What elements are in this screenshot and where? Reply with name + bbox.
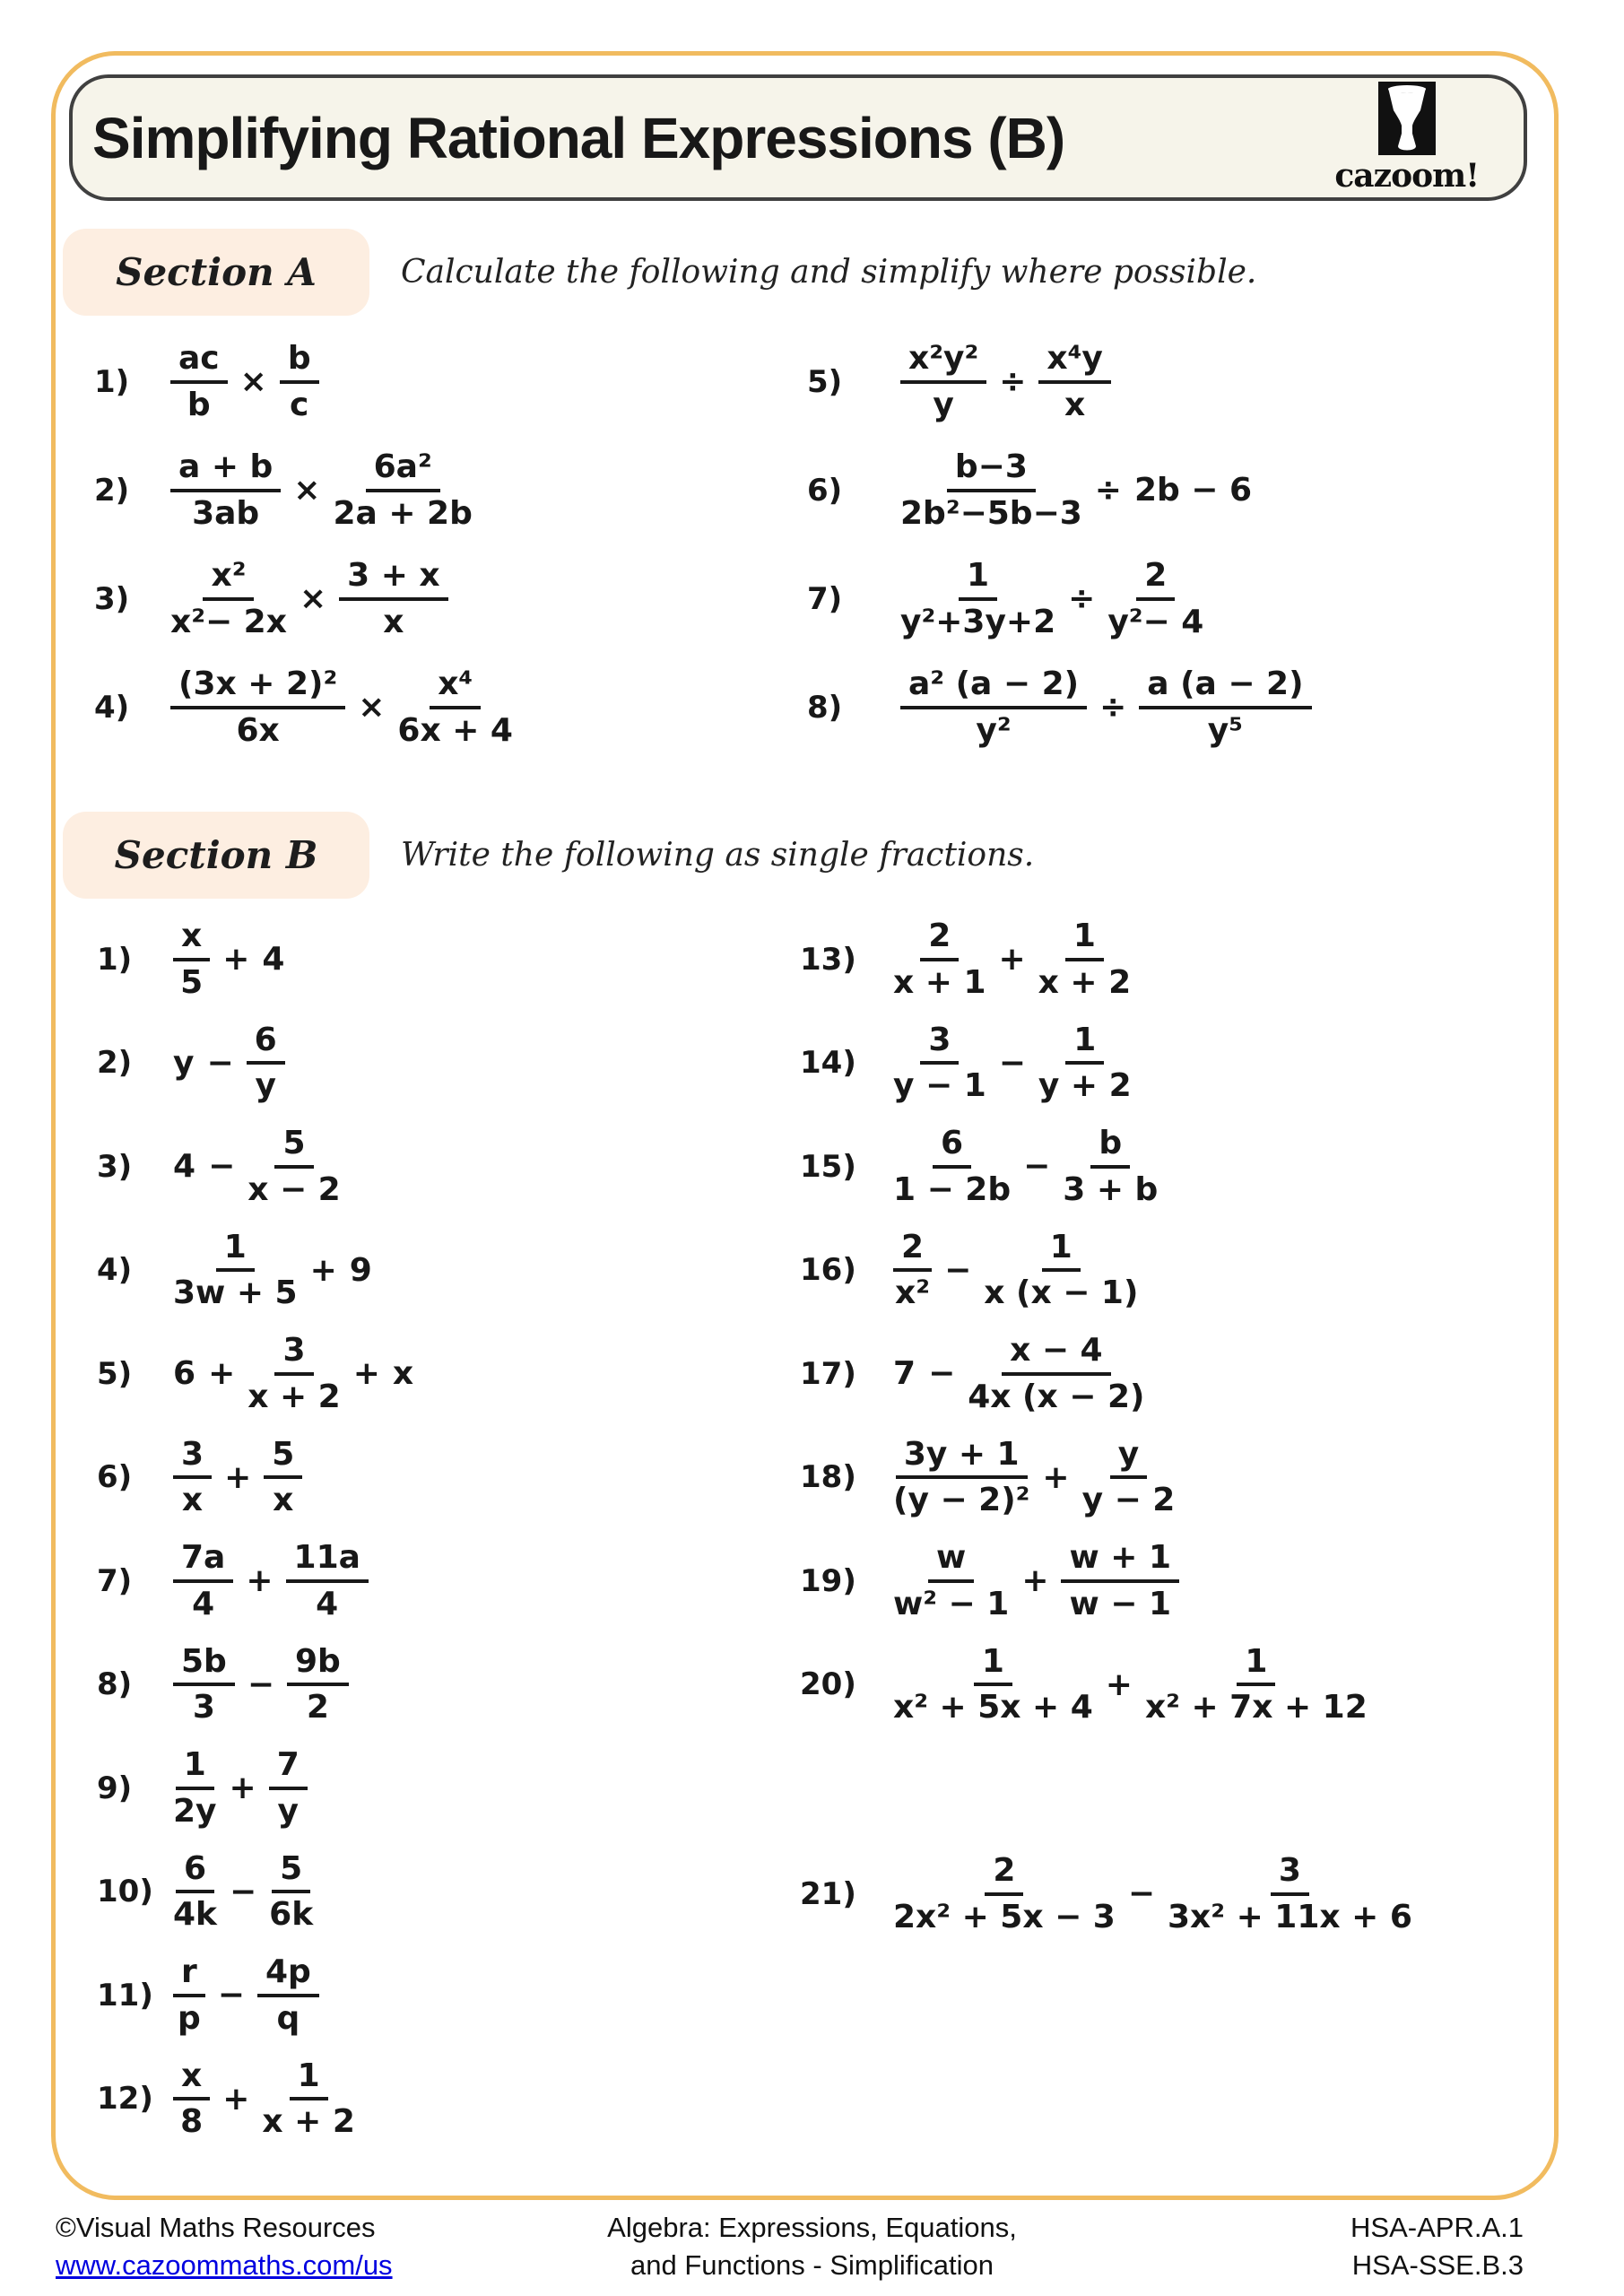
problem-number: 1) [94, 363, 130, 400]
math-expression [170, 448, 473, 532]
fraction [1038, 340, 1110, 423]
math-expression [900, 448, 1252, 532]
problem-row [97, 1633, 413, 1737]
denominator: x²− 2x [170, 603, 287, 640]
operator: ÷ [1099, 689, 1127, 726]
problem-number: 4) [94, 689, 130, 726]
section-a-instruction: Calculate the following and simplify where possible. [401, 254, 1257, 291]
operator: − [208, 1148, 236, 1186]
problem-row [800, 1219, 1412, 1323]
problem-row [97, 1944, 413, 2048]
fraction [1168, 1852, 1412, 1935]
operator: × [239, 363, 267, 400]
denominator: 5 [180, 963, 204, 1001]
denominator: 2 [306, 1689, 329, 1726]
fraction [173, 918, 210, 1001]
numerator: 1 [1237, 1643, 1275, 1686]
problem-row [97, 1322, 413, 1426]
numerator: 11a [286, 1539, 369, 1582]
denominator: y²− 4 [1107, 603, 1204, 640]
numerator: 2 [920, 918, 959, 961]
topic-line-2: and Functions - Simplification [630, 2249, 994, 2281]
denominator: q [276, 1999, 300, 2037]
denominator: x² [895, 1274, 931, 1312]
numerator: x − 4 [1002, 1332, 1111, 1375]
math-expression [173, 2057, 355, 2141]
problem-number: 4) [97, 1252, 133, 1289]
numerator: a + b [170, 448, 281, 491]
math-expression [173, 918, 284, 1001]
denominator: (y − 2)² [893, 1482, 1030, 1519]
numerator: 7a [173, 1539, 233, 1582]
problem-row [94, 653, 513, 761]
denominator: y [933, 386, 954, 423]
denominator: p [177, 1999, 201, 2037]
problem-number: 12) [97, 2081, 153, 2118]
denominator: x + 2 [248, 1378, 341, 1415]
numerator: 1 [176, 1746, 214, 1789]
term: 2b − 6 [1133, 472, 1253, 509]
problem-number: 2) [94, 472, 130, 509]
problem-number: 19) [800, 1562, 856, 1599]
denominator: 2a + 2b [333, 494, 473, 532]
denominator: 3w + 5 [173, 1274, 298, 1312]
problem-number: 3) [97, 1148, 133, 1185]
math-expression [173, 1022, 285, 1105]
math-expression [893, 918, 1131, 1001]
problem-row [97, 1219, 413, 1323]
problem-row [807, 544, 1312, 653]
fraction [900, 557, 1055, 640]
fraction [900, 340, 986, 423]
fraction [339, 557, 448, 640]
math-expression [900, 665, 1312, 749]
numerator: 6 [933, 1125, 971, 1168]
fraction [173, 1953, 205, 2037]
denominator: w² − 1 [893, 1585, 1010, 1622]
problem-row [97, 1115, 413, 1219]
term: 9 [349, 1251, 372, 1289]
problem-row [800, 1842, 1412, 1946]
fraction [1107, 557, 1203, 640]
numerator: (3x + 2)² [170, 665, 345, 709]
problem-row [800, 1012, 1412, 1116]
operator: + [309, 1251, 337, 1289]
numerator: x [173, 918, 210, 961]
numerator: 1 [1065, 918, 1104, 961]
math-expression [173, 1125, 341, 1208]
numerator: 4p [257, 1953, 319, 1996]
term: 6 [173, 1355, 196, 1393]
topic-line-1: Algebra: Expressions, Equations, [607, 2212, 1017, 2243]
numerator: 6a² [366, 448, 440, 491]
problem-row [807, 436, 1312, 544]
fraction [173, 1643, 235, 1726]
numerator: 1 [1042, 1229, 1081, 1272]
fraction [900, 448, 1082, 532]
fraction [968, 1332, 1144, 1415]
fraction [893, 1436, 1029, 1519]
numerator: 1 [974, 1643, 1012, 1686]
fraction [1139, 665, 1311, 749]
denominator: 4x (x − 2) [968, 1378, 1145, 1415]
problem-row [97, 1840, 413, 1944]
denominator: c [290, 386, 309, 423]
term: 4 [262, 941, 285, 978]
section-a-label: Section A [63, 229, 369, 316]
operator: + [1042, 1458, 1070, 1496]
math-expression [893, 1643, 1368, 1726]
fraction [893, 1125, 1011, 1208]
operator: − [998, 1044, 1026, 1082]
denominator: 3 [192, 1689, 215, 1726]
denominator: x (x − 1) [984, 1274, 1139, 1312]
fraction [1061, 1539, 1179, 1622]
fraction [1145, 1643, 1368, 1726]
numerator: w + 1 [1061, 1539, 1179, 1582]
standard-code-2: HSA-SSE.B.3 [1351, 2249, 1524, 2281]
problem-number: 2) [97, 1045, 133, 1082]
problem-row [97, 1529, 413, 1633]
numerator: 1 [216, 1229, 255, 1272]
denominator: y + 2 [1038, 1067, 1132, 1105]
fraction [984, 1229, 1138, 1312]
fraction [1038, 1022, 1132, 1105]
problem-number: 13) [800, 941, 856, 978]
denominator: y [255, 1067, 276, 1105]
denominator: 4k [173, 1896, 217, 1934]
problem-row [800, 1115, 1412, 1219]
fraction [1082, 1436, 1176, 1519]
fraction [893, 1229, 932, 1312]
fraction [269, 1746, 308, 1830]
problem-row [97, 1426, 413, 1530]
fraction [893, 1022, 986, 1105]
problem-number: 11) [97, 1977, 153, 2013]
denominator: b [187, 386, 211, 423]
fraction [286, 1539, 369, 1622]
problem-number: 17) [800, 1355, 856, 1392]
problem-number: 15) [800, 1148, 856, 1185]
fraction [173, 2057, 210, 2141]
title-bar [69, 74, 1527, 201]
denominator: y² [976, 711, 1012, 749]
math-expression [173, 1643, 349, 1726]
problem-number: 1) [97, 941, 133, 978]
fraction [287, 1643, 349, 1726]
denominator: 4 [192, 1585, 215, 1622]
denominator: x [181, 1482, 204, 1519]
page-title: Simplifying Rational Expressions (B) [92, 105, 1065, 170]
brand-name: cazoom! [1334, 156, 1479, 195]
denominator: 6k [269, 1896, 314, 1934]
math-expression [170, 340, 319, 423]
math-expression [173, 1332, 413, 1415]
denominator: x + 1 [893, 963, 986, 1001]
fraction [893, 1643, 1093, 1726]
denominator: y [277, 1792, 299, 1830]
fraction [397, 665, 513, 749]
denominator: 2y [173, 1792, 217, 1830]
problem-row [800, 1426, 1412, 1530]
math-expression [173, 1953, 319, 2037]
denominator: x [273, 1482, 294, 1519]
problem-number: 6) [807, 472, 843, 509]
numerator: 6 [176, 1850, 214, 1893]
problem-row [800, 908, 1412, 1012]
operator: + [222, 2080, 250, 2118]
operator: + [246, 1562, 274, 1600]
fraction [269, 1850, 313, 1934]
numerator: 7 [269, 1746, 308, 1789]
term: x [392, 1355, 414, 1393]
denominator: y − 2 [1081, 1482, 1176, 1519]
denominator: x − 2 [248, 1170, 341, 1208]
problem-number: 10) [97, 1874, 153, 1910]
cazoom-logo [1334, 82, 1479, 195]
numerator: 2 [893, 1229, 932, 1272]
term: 7 [893, 1355, 916, 1393]
denominator: y − 1 [893, 1067, 986, 1105]
section-b-left-column [97, 908, 413, 2151]
fraction [257, 1953, 319, 2037]
fraction [173, 1229, 298, 1312]
fraction [333, 448, 472, 532]
operator: ÷ [999, 363, 1027, 400]
problem-number: 18) [800, 1459, 856, 1496]
math-expression [173, 1436, 302, 1519]
fraction [173, 1850, 217, 1934]
math-expression [900, 557, 1203, 640]
section-b-instruction: Write the following as single fractions. [401, 837, 1035, 874]
denominator: 8 [180, 2103, 204, 2141]
problem-number: 7) [97, 1562, 133, 1599]
operator: + [1021, 1562, 1049, 1600]
operator: × [299, 580, 327, 617]
denominator: 1 − 2b [893, 1170, 1012, 1208]
numerator: 1 [290, 2057, 328, 2100]
cazoom-website-link[interactable]: www.cazoommaths.com/us [56, 2249, 393, 2281]
fraction [247, 1022, 285, 1105]
math-expression [170, 665, 513, 749]
problem-row [97, 908, 413, 1012]
math-expression [173, 1850, 313, 1934]
fraction [893, 918, 986, 1001]
problem-row [97, 1736, 413, 1840]
denominator: 2x² + 5x − 3 [893, 1898, 1116, 1935]
problem-row [97, 2048, 413, 2152]
section-b-label: Section B [63, 812, 369, 899]
numerator: x⁴ [430, 665, 481, 709]
fraction [264, 1436, 302, 1519]
fraction [262, 2057, 355, 2141]
operator: − [206, 1044, 234, 1082]
math-expression [173, 1746, 308, 1830]
numerator: 3 [173, 1436, 212, 1479]
operator: + [998, 941, 1026, 978]
section-b-right-column [800, 908, 1412, 1946]
numerator: 5b [173, 1643, 235, 1686]
math-expression [900, 340, 1111, 423]
numerator: x⁴y [1038, 340, 1110, 383]
section-a-left-column [94, 327, 513, 761]
operator: − [230, 1873, 257, 1910]
problem-row [94, 327, 513, 436]
denominator: 2b²−5b−3 [900, 494, 1082, 532]
numerator: b [280, 340, 319, 383]
denominator: w − 1 [1069, 1585, 1172, 1622]
operator: − [247, 1665, 274, 1703]
problem-number: 5) [807, 363, 843, 400]
fraction [170, 557, 287, 640]
numerator: 3y + 1 [896, 1436, 1028, 1479]
numerator: 5 [274, 1125, 313, 1168]
operator: × [358, 689, 386, 726]
numerator: 6 [247, 1022, 285, 1065]
operator: + [1105, 1665, 1133, 1703]
numerator: ac [170, 340, 228, 383]
fraction [170, 448, 281, 532]
fraction [280, 340, 319, 423]
operator: + [222, 941, 250, 978]
numerator: 1 [1065, 1022, 1104, 1065]
problem-number: 8) [97, 1666, 133, 1703]
math-expression [893, 1852, 1412, 1935]
math-expression [170, 557, 448, 640]
problem-number: 9) [97, 1770, 133, 1806]
numerator: 3 [274, 1332, 313, 1375]
numerator: 2 [1136, 557, 1175, 600]
numerator: a² (a − 2) [900, 665, 1087, 709]
operator: + [352, 1355, 380, 1393]
djembe-drum-icon [1378, 82, 1436, 155]
math-expression [893, 1332, 1144, 1415]
operator: − [928, 1355, 956, 1393]
numerator: a (a − 2) [1139, 665, 1311, 709]
math-expression [893, 1229, 1138, 1312]
numerator: x² [203, 557, 254, 600]
numerator: 5 [264, 1436, 302, 1479]
operator: − [217, 1977, 245, 2014]
fraction [1063, 1125, 1158, 1208]
term: 4 [173, 1148, 196, 1186]
numerator: r [173, 1953, 205, 1996]
numerator: 2 [985, 1852, 1023, 1895]
operator: + [229, 1770, 256, 1807]
footer-standards [1350, 2209, 1524, 2284]
problem-row [800, 1529, 1412, 1633]
copyright-text: ©Visual Maths Resources [56, 2212, 376, 2243]
numerator: 1 [959, 557, 997, 600]
numerator: x [173, 2057, 210, 2100]
denominator: x [383, 603, 404, 640]
problem-row [807, 327, 1312, 436]
section-a-right-column [807, 327, 1312, 761]
math-expression [893, 1125, 1158, 1208]
operator: × [293, 472, 321, 509]
denominator: 6x [236, 711, 280, 749]
problem-number: 16) [800, 1252, 856, 1289]
problem-row [800, 1322, 1412, 1426]
denominator: 4 [316, 1585, 339, 1622]
denominator: 6x + 4 [397, 711, 513, 749]
numerator: 3 + x [339, 557, 448, 600]
numerator: w [928, 1539, 974, 1582]
denominator: 3x² + 11x + 6 [1168, 1898, 1412, 1935]
problem-number: 7) [807, 580, 843, 617]
problem-row [94, 544, 513, 653]
operator: − [1023, 1148, 1051, 1186]
numerator: x²y² [900, 340, 986, 383]
fraction [1038, 918, 1132, 1001]
operator: ÷ [1094, 472, 1122, 509]
problem-row [94, 436, 513, 544]
problem-number: 14) [800, 1045, 856, 1082]
operator: − [944, 1251, 972, 1289]
numerator: 3 [920, 1022, 959, 1065]
fraction [248, 1125, 341, 1208]
fraction [893, 1539, 1009, 1622]
fraction [893, 1852, 1116, 1935]
fraction [173, 1539, 233, 1622]
denominator: 3 + b [1063, 1170, 1159, 1208]
operator: − [1127, 1875, 1155, 1913]
math-expression [173, 1229, 372, 1312]
operator: + [208, 1355, 236, 1393]
numerator: y [1110, 1436, 1147, 1479]
fraction [248, 1332, 341, 1415]
problem-number: 21) [800, 1875, 856, 1912]
operator: ÷ [1068, 580, 1096, 617]
numerator: b−3 [947, 448, 1036, 491]
denominator: 3ab [192, 494, 260, 532]
fraction [170, 665, 345, 749]
fraction [170, 340, 228, 423]
denominator: x [1064, 386, 1086, 423]
denominator: x + 2 [1038, 963, 1132, 1001]
operator: + [224, 1458, 252, 1496]
standard-code-1: HSA-APR.A.1 [1350, 2212, 1524, 2243]
math-expression [893, 1539, 1179, 1622]
fraction [173, 1746, 217, 1830]
numerator: b [1090, 1125, 1130, 1168]
denominator: x + 2 [262, 2103, 355, 2141]
numerator: 5 [272, 1850, 310, 1893]
problem-number: 6) [97, 1459, 133, 1496]
problem-row [807, 653, 1312, 761]
fraction [173, 1436, 212, 1519]
math-expression [893, 1022, 1132, 1105]
math-expression [893, 1436, 1175, 1519]
denominator: y⁵ [1207, 711, 1244, 749]
numerator: 3 [1271, 1852, 1309, 1895]
problem-number: 20) [800, 1666, 856, 1703]
problem-number: 8) [807, 689, 843, 726]
problem-row [97, 1012, 413, 1116]
math-expression [173, 1539, 369, 1622]
term: y [173, 1044, 195, 1082]
numerator: 9b [287, 1643, 349, 1686]
denominator: x² + 5x + 4 [893, 1689, 1093, 1726]
denominator: x² + 7x + 12 [1144, 1689, 1368, 1726]
problem-number: 5) [97, 1355, 133, 1392]
problem-row [800, 1633, 1412, 1737]
denominator: y²+3y+2 [900, 603, 1056, 640]
fraction [900, 665, 1087, 749]
problem-number: 3) [94, 580, 130, 617]
